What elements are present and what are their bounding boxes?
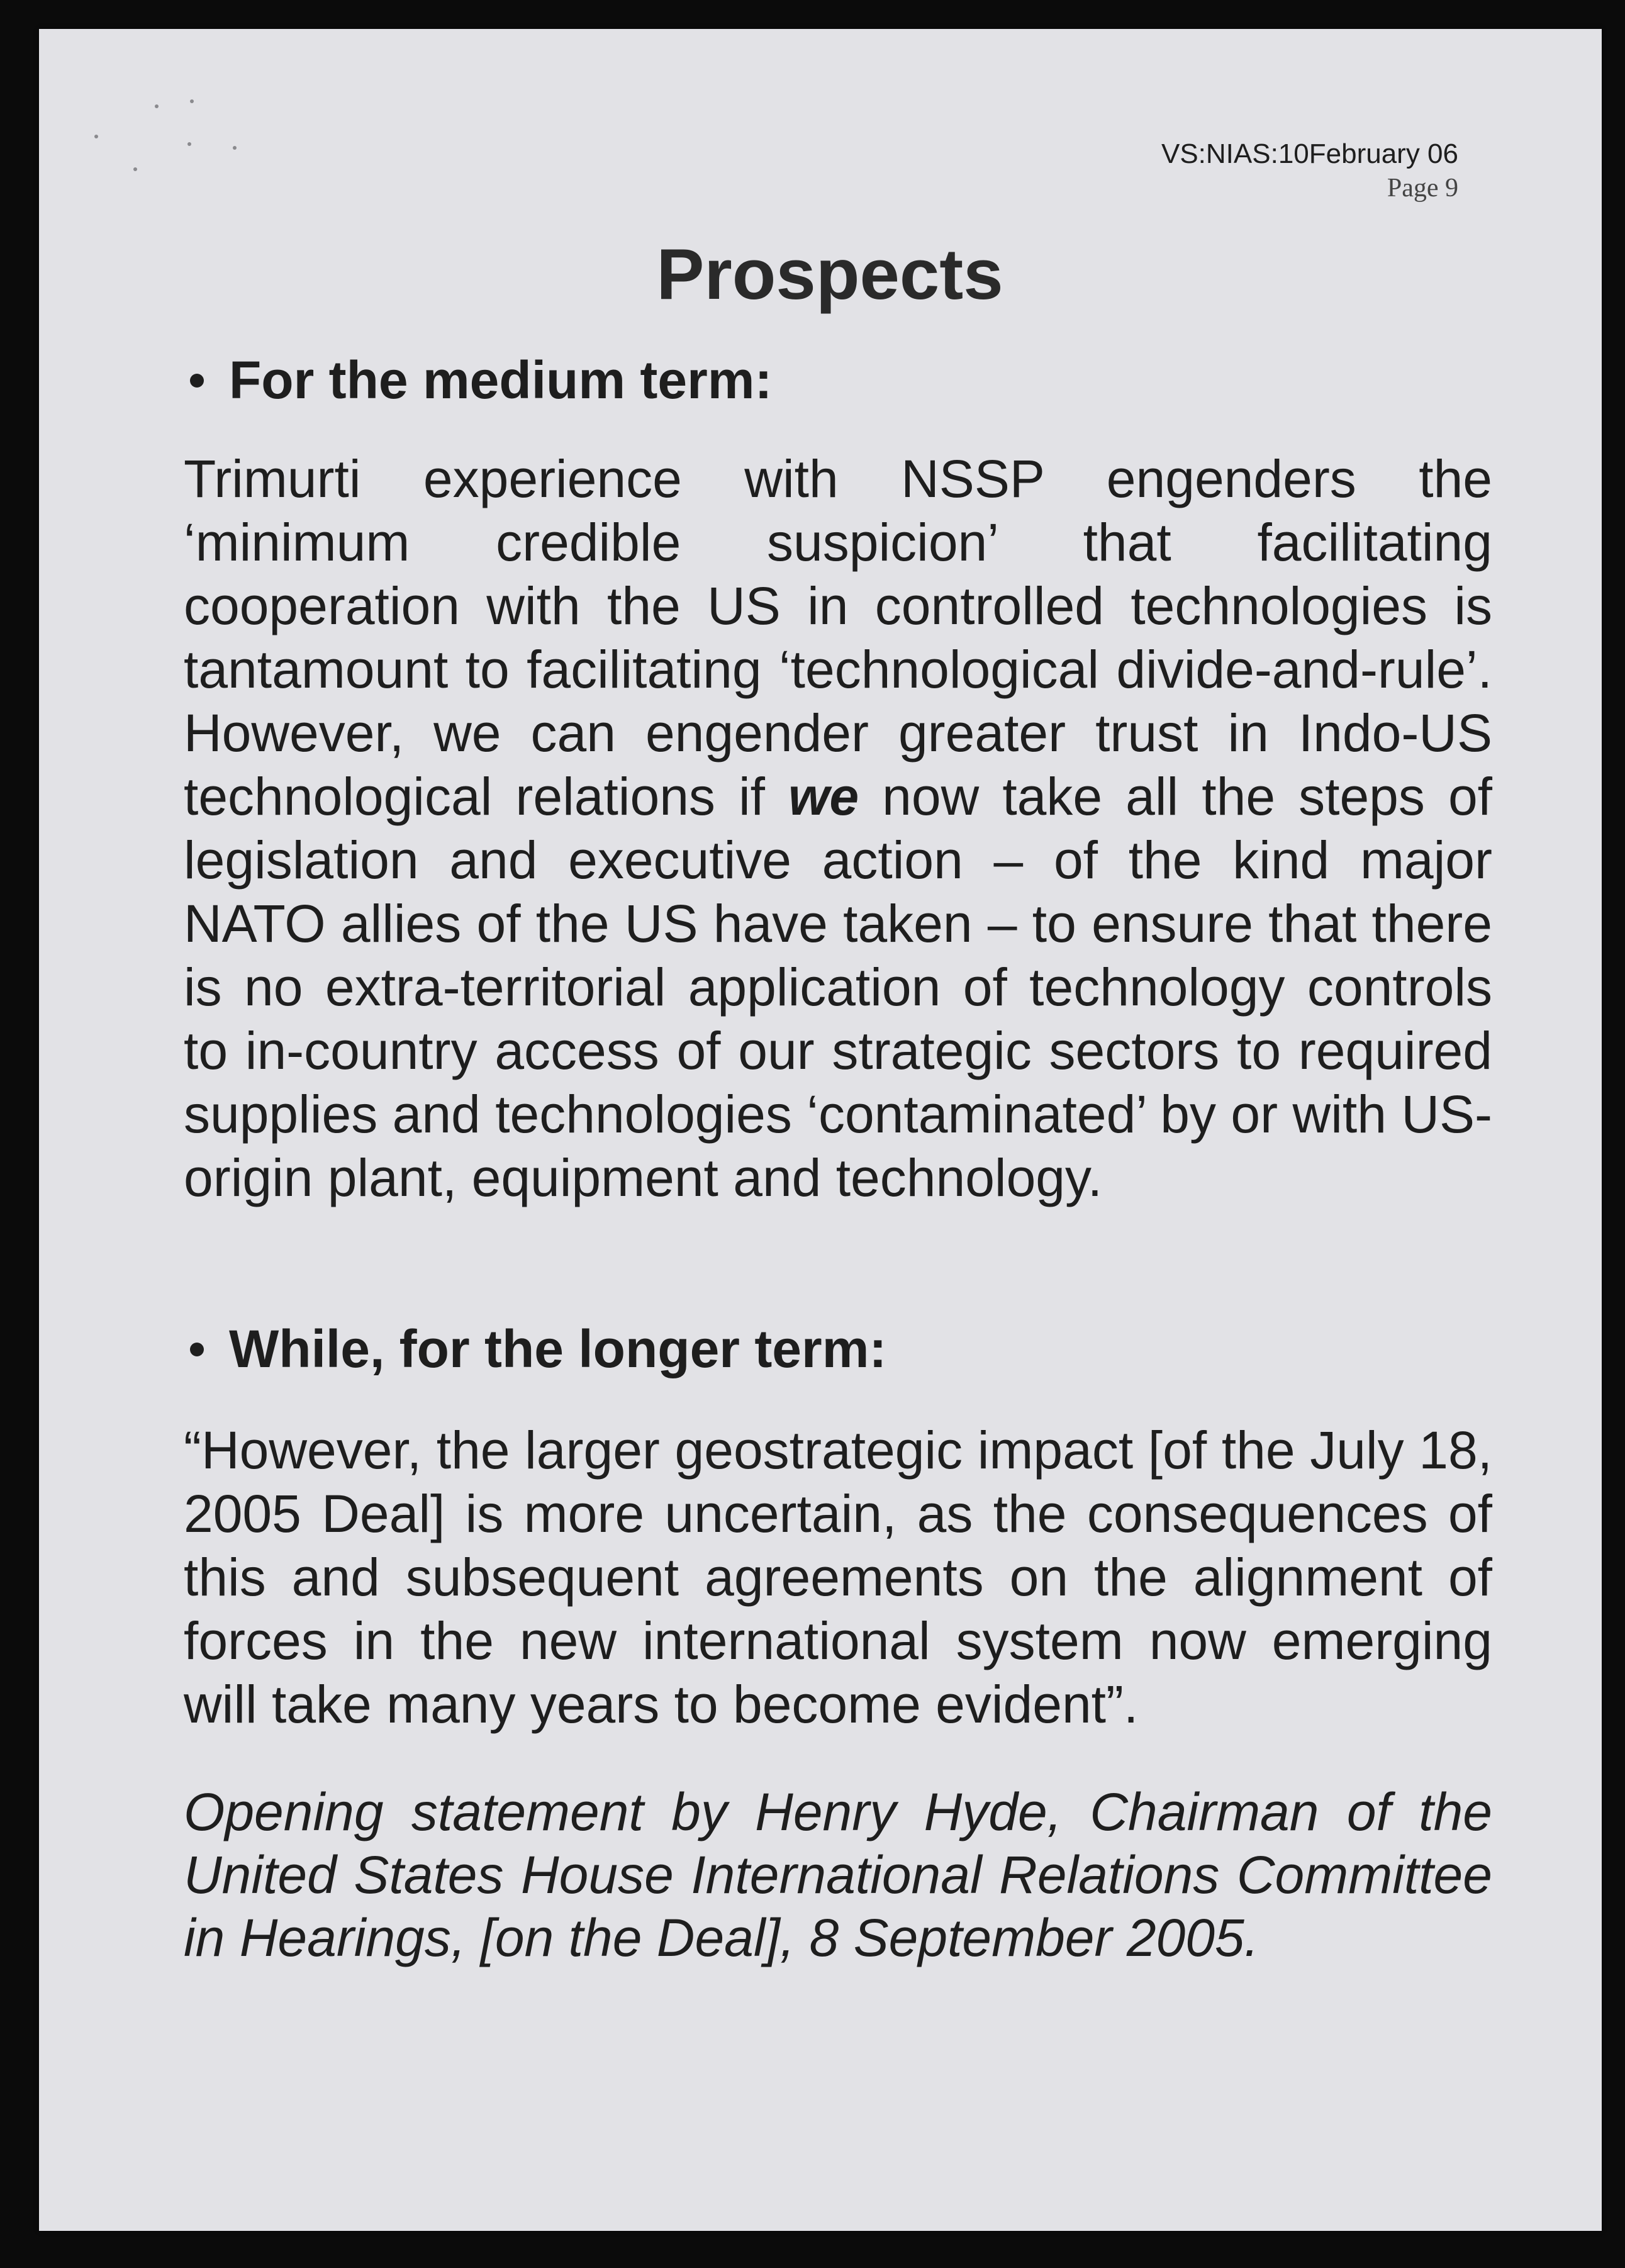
bullet-icon <box>190 1343 204 1356</box>
section-body <box>184 447 1492 1210</box>
section-heading <box>184 1319 1492 1380</box>
quote-text: “However, the larger geostrategic impact [of the July 18, 2005 Deal] is more uncertain, as the consequences of this and subsequent agreements on the alignment of forces in the new international system now emerging will take many years to become evident”. <box>184 1421 1492 1734</box>
section-medium-term <box>184 350 1492 1210</box>
section-longer-term <box>184 1319 1492 1969</box>
bullet-icon <box>190 374 204 388</box>
section-heading-label: For the medium term: <box>229 350 773 410</box>
document-reference <box>1161 137 1458 205</box>
body-text-end: now take all the steps of legislation and executive action – of the kind major NATO allies of the US have taken – to ensure that there is no extra-territorial application of technology controls to in-country access of our strategic sectors to required supplies and technologies ‘contaminated’ by or with US-origin plant, equipment and technology. <box>184 767 1492 1207</box>
document-page <box>39 29 1602 2231</box>
page-number: Page 9 <box>1387 174 1458 203</box>
page-title: Prospects <box>656 235 1003 315</box>
quote-citation: Opening statement by Henry Hyde, Chairman of the United States House International Relations Committee in Hearings, [on the Deal], 8 September 2005. <box>184 1782 1492 1967</box>
section-heading <box>184 350 1492 411</box>
body-emphasis: we <box>788 767 859 826</box>
body-text-start: Trimurti experience with NSSP engenders the ‘minimum credible suspicion’ that facilitating cooperation with the US in controlled technologies is tantamount to facilitating ‘technological divide-and-rule’. However, we can engender greater trust in Indo-US technological relations if <box>184 449 1492 826</box>
section-heading-label: While, for the longer term: <box>229 1319 887 1378</box>
document-ref-code: VS:NIAS:10February 06 <box>1161 138 1458 169</box>
